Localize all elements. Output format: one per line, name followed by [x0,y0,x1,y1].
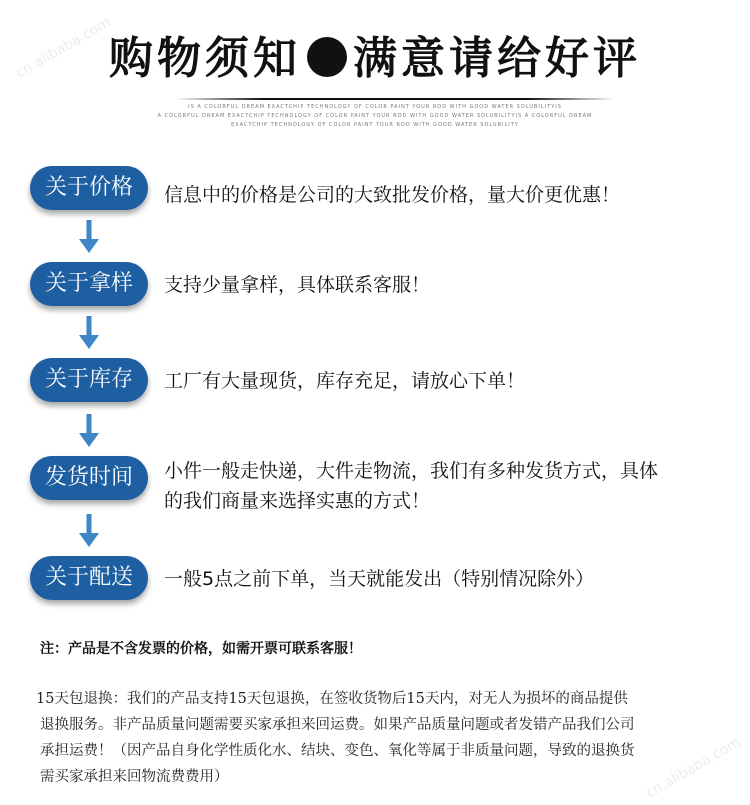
shipping-time-line-1: 小件一般走快递，大件走物流，我们有多种发货方式，具体 [164,460,659,482]
policy-line-2: 退换服务。非产品质量问题需要买家承担来回运费。如果产品质量问题或者发错产品我们公司 [40,717,635,733]
sample-pill: 关于拿样 [30,262,148,306]
tagline-3: EXACTCHIP TECHNOLOGY OF COLOR PAINT YOUR ROD WITH GOOD WATER SOLUBILITY [231,122,519,128]
title-left: 购物须知 [109,33,301,84]
tagline-1: IS A COLORFUL DREAM EXACTCHIP TECHNOLOGY OF COLOR PAINT YOUR ROD WITH GOOD WATER SOLUBILITYIS [188,104,562,110]
arrow-down-icon [78,220,100,254]
stock-text: 工厂有大量现货，库存充足，请放心下单！ [164,370,526,392]
page-title [0,22,750,86]
price-pill: 关于价格 [30,166,148,210]
shipping-time-pill: 发货时间 [30,456,148,500]
shipping-time-line-2: 的我们商量来选择实惠的方式！ [164,490,431,512]
return-policy [36,686,716,790]
delivery-pill: 关于配送 [30,556,148,600]
policy-line-4: 需买家承担来回物流费费用） [40,769,229,785]
price-text: 信息中的价格是公司的大致批发价格，量大价更优惠！ [164,184,621,206]
policy-line-3: 承担运费！（因产品自身化学性质化水、结块、变色、氧化等属于非质量问题，导致的退换货 [40,743,635,759]
arrow-down-icon [78,414,100,448]
delivery-text: 一般5点之前下单，当天就能发出（特别情况除外） [164,568,595,590]
policy-line-1: 15天包退换：我们的产品支持15天包退换，在签收货物后15天内，对无人为损坏的商品提供 [36,691,628,707]
invoice-note: 注：产品是不含发票的价格，如需开票可联系客服！ [40,641,362,657]
watermark: cn.alibaba.com [13,14,114,82]
watermark: cn.alibaba.com [643,734,744,802]
sample-text: 支持少量拿样，具体联系客服！ [164,274,431,296]
stock-pill: 关于库存 [30,358,148,402]
arrow-down-icon [78,514,100,548]
arrow-down-icon [78,316,100,350]
title-right: 满意请给好评 [353,33,641,84]
bullet-dot-icon [307,37,347,77]
tagline-2: A COLORFUL DREAM EXACTCHIP TECHNOLOGY OF COLOR PAINT YOUR ROD WITH GOOD WATER SOLUBILITYIS A COLORFUL DREAM [157,113,593,119]
shipping-time-text [164,456,724,516]
title-underline [175,98,615,100]
